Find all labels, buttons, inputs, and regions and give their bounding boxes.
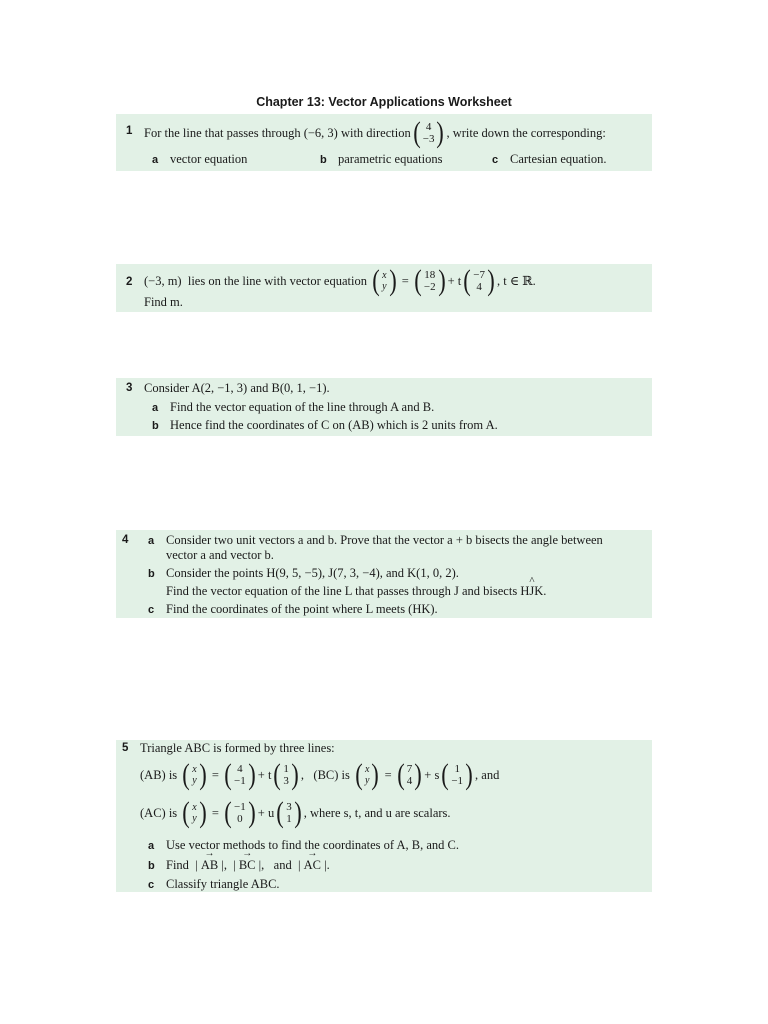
question-number: 2 bbox=[126, 276, 133, 288]
question-5 bbox=[116, 740, 652, 892]
part-a-cont: vector a and vector b. bbox=[166, 548, 274, 562]
question-stem: Consider A(2, −1, 3) and B(0, 1, −1). bbox=[144, 381, 330, 395]
part-b: b Consider the points H(9, 5, −5), J(7, 3, −4), and K(1, 0, 2). bbox=[148, 566, 459, 580]
question-4 bbox=[116, 530, 652, 618]
part-a: a Use vector methods to find the coordinates of A, B, and C. bbox=[148, 838, 459, 852]
part-a: a Find the vector equation of the line through A and B. bbox=[152, 400, 435, 414]
part-c: c Cartesian equation. bbox=[492, 152, 607, 166]
part-a: a vector equation bbox=[152, 152, 248, 166]
question-number: 4 bbox=[122, 534, 129, 546]
line-ac: (AC) is ( x y ) = ( −1 0 ) + u ( 3 1 ) , where s, t, and u are scalars. bbox=[140, 796, 451, 829]
part-b: b Hence find the coordinates of C on (AB) which is 2 units from A. bbox=[152, 418, 498, 432]
question-1 bbox=[116, 114, 652, 171]
part-b-cont: Find the vector equation of the line L that passes through J and bisects H^ JK. bbox=[166, 584, 546, 599]
part-c: c Classify triangle ABC. bbox=[148, 877, 280, 891]
question-number: 1 bbox=[126, 125, 133, 137]
question-number: 3 bbox=[126, 382, 133, 394]
question-number: 5 bbox=[122, 742, 129, 754]
question-stem: Triangle ABC is formed by three lines: bbox=[140, 741, 335, 755]
question-stem: (−3, m) lies on the line with vector equation ( x y ) = ( 18 −2 ) + t ( −7 4 ) , t ∈ ℝ. bbox=[144, 264, 536, 297]
direction-vector: ( 4 −3 ) bbox=[412, 116, 445, 149]
worksheet-title: Chapter 13: Vector Applications Worksheet bbox=[256, 95, 512, 109]
find-m: Find m. bbox=[144, 295, 183, 309]
part-b: b Find | → AB |, | → BC |, and | → AC |. bbox=[148, 858, 330, 873]
part-a: a Consider two unit vectors a and b. Prove that the vector a + b bisects the angle between bbox=[148, 533, 603, 547]
question-stem: For the line that passes through (−6, 3) with direction ( 4 −3 ) , write down the corresponding: bbox=[144, 116, 606, 149]
line-ab-bc: (AB) is ( x y ) = ( 4 −1 ) + t ( 1 3 ) , (BC) is ( x y ) = ( 7 4 ) + s ( 1 −1 ) , and bbox=[140, 758, 500, 791]
part-b: b parametric equations bbox=[320, 152, 443, 166]
question-3 bbox=[116, 378, 652, 436]
part-c: c Find the coordinates of the point where L meets (HK). bbox=[148, 602, 438, 616]
question-2 bbox=[116, 264, 652, 312]
